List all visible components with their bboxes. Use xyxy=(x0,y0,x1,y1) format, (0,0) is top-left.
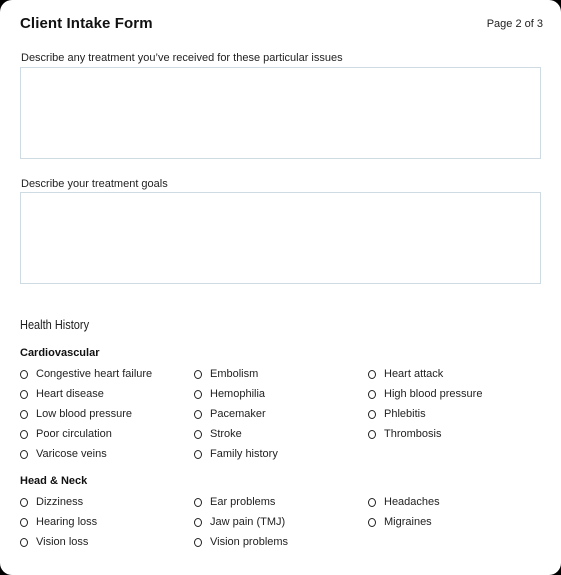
condition-label: Hemophilia xyxy=(210,388,266,400)
radio-circle-icon xyxy=(20,370,28,379)
condition-label: Congestive heart failure xyxy=(36,368,153,380)
radio-circle-icon xyxy=(194,370,202,379)
condition-label: Pacemaker xyxy=(210,408,266,420)
condition-option[interactable] xyxy=(20,367,152,381)
condition-label: Vision problems xyxy=(210,536,289,548)
condition-option[interactable] xyxy=(194,515,285,529)
condition-option[interactable] xyxy=(20,407,132,421)
radio-circle-icon xyxy=(20,410,28,419)
treatment-received-label: Describe any treatment you’ve received for these particular issues xyxy=(21,52,343,64)
radio-circle-icon xyxy=(368,430,376,439)
condition-label: Headaches xyxy=(384,496,440,508)
radio-circle-icon xyxy=(194,498,202,507)
head-neck-heading: Head & Neck xyxy=(20,475,88,487)
condition-label: Phlebitis xyxy=(384,408,426,420)
condition-label: Vision loss xyxy=(36,536,89,548)
condition-option[interactable] xyxy=(368,515,432,529)
condition-option[interactable] xyxy=(20,515,97,529)
condition-label: Dizziness xyxy=(36,496,84,508)
condition-option[interactable] xyxy=(194,447,278,461)
radio-circle-icon xyxy=(368,498,376,507)
radio-circle-icon xyxy=(20,430,28,439)
radio-circle-icon xyxy=(194,518,202,527)
health-history-heading: Health History xyxy=(20,318,90,332)
condition-option[interactable] xyxy=(194,387,265,401)
condition-label: Heart disease xyxy=(36,388,104,400)
radio-circle-icon xyxy=(20,450,28,459)
condition-option[interactable] xyxy=(194,427,242,441)
radio-circle-icon xyxy=(368,410,376,419)
radio-circle-icon xyxy=(368,370,376,379)
radio-circle-icon xyxy=(368,518,376,527)
condition-option[interactable] xyxy=(368,387,482,401)
treatment-received-input[interactable] xyxy=(20,67,541,159)
condition-option[interactable] xyxy=(194,367,258,381)
condition-label: High blood pressure xyxy=(384,388,483,400)
condition-label: Family history xyxy=(210,448,278,460)
radio-circle-icon xyxy=(194,538,202,547)
radio-circle-icon xyxy=(194,390,202,399)
radio-circle-icon xyxy=(20,518,28,527)
condition-label: Varicose veins xyxy=(36,448,107,460)
condition-label: Stroke xyxy=(210,428,242,440)
cardiovascular-heading: Cardiovascular xyxy=(20,347,100,359)
page-indicator: Page 2 of 3 xyxy=(486,18,543,30)
condition-option[interactable] xyxy=(368,495,440,509)
condition-option[interactable] xyxy=(368,427,441,441)
condition-label: Low blood pressure xyxy=(36,408,133,420)
condition-label: Heart attack xyxy=(384,368,444,380)
condition-option[interactable] xyxy=(20,495,83,509)
radio-circle-icon xyxy=(20,498,28,507)
radio-circle-icon xyxy=(194,450,202,459)
condition-option[interactable] xyxy=(20,535,88,549)
radio-circle-icon xyxy=(194,430,202,439)
condition-option[interactable] xyxy=(368,367,443,381)
form-title: Client Intake Form xyxy=(20,15,153,32)
radio-circle-icon xyxy=(20,538,28,547)
condition-label: Thrombosis xyxy=(384,428,442,440)
radio-circle-icon xyxy=(368,390,376,399)
condition-label: Hearing loss xyxy=(36,516,98,528)
condition-option[interactable] xyxy=(368,407,426,421)
condition-label: Migraines xyxy=(384,516,432,528)
condition-label: Embolism xyxy=(210,368,259,380)
radio-circle-icon xyxy=(20,390,28,399)
condition-option[interactable] xyxy=(20,447,107,461)
condition-option[interactable] xyxy=(20,427,112,441)
condition-label: Ear problems xyxy=(210,496,276,508)
condition-label: Jaw pain (TMJ) xyxy=(210,516,286,528)
condition-option[interactable] xyxy=(194,407,266,421)
radio-circle-icon xyxy=(194,410,202,419)
condition-option[interactable] xyxy=(194,535,288,549)
condition-option[interactable] xyxy=(194,495,275,509)
condition-option[interactable] xyxy=(20,387,104,401)
treatment-goals-label: Describe your treatment goals xyxy=(21,178,168,190)
condition-label: Poor circulation xyxy=(36,428,112,440)
treatment-goals-input[interactable] xyxy=(20,192,541,284)
